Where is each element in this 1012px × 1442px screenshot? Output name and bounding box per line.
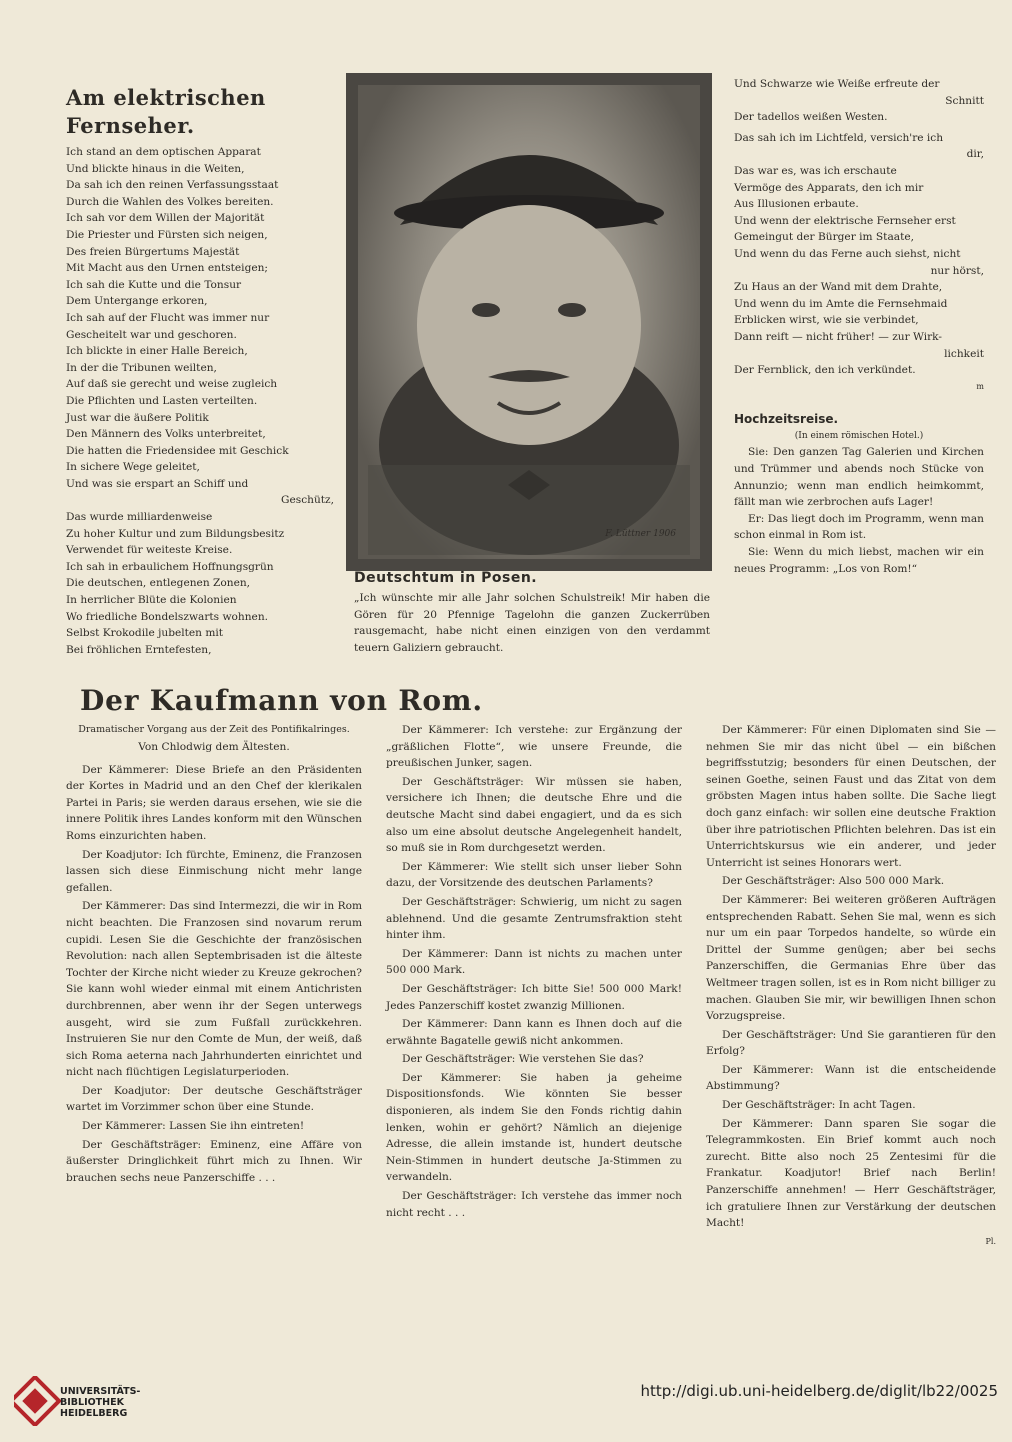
poem-line: Durch die Wahlen des Volkes bereiten. [66,195,274,208]
poem-right-line: Schnitt [945,94,984,107]
article-col2-paragraphs [386,722,682,1221]
article-paragraph: Der Geschäftsträger: In acht Tagen. [722,1099,916,1112]
article-paragraph: Der Geschäftsträger: Eminenz, eine Affäre von äußerster Dringlichkeit führt mich zu Ihnen. Wir brauchen sechs neue Panzerschiffe . . . [66,1138,362,1184]
article-paragraph: Der Kämmerer: Dann sparen Sie sogar die Telegrammkosten. Ein Brief kommt auch noch zurecht. Bitte also noch 25 Zentesimi für die Frankatur. Koadjutor! Brief nach Berlin! Panzerschiffe annehmen! — Herr Geschäftsträger, ich gratuliere Ihnen zur Verstärkung der deutschen Macht! [706,1117,996,1230]
portrait-illustration [346,73,712,571]
poem-right-line: Dann reift — nicht früher! — zur Wirk- [734,330,942,343]
library-name-line: UNIVERSITÄTS- [60,1386,141,1397]
article-col3-paragraphs [706,722,996,1232]
article-column-3 [706,722,996,1250]
poem-right-line: Und Schwarze wie Weiße erfreute der [734,78,940,90]
wedding-paragraph: Sie: Wenn du mich liebst, machen wir ein neues Programm: „Los von Rom!“ [734,546,984,575]
poem-lines-2 [66,509,334,658]
poem-line: Ich blickte in einer Halle Bereich, [66,345,248,358]
poem-line-continuation: Geschütz, [281,494,334,507]
article-subtitle: Dramatischer Vorgang aus der Zeit des Pontifikalringes. [78,724,350,735]
poem-line: In der die Tribunen weilten, [66,361,217,374]
article-paragraph: Der Kämmerer: Wie stellt sich unser lieber Sohn dazu, der Vorsitzende des deutschen Parlaments? [386,860,682,890]
poem-line: Gescheitelt war und geschoren. [66,328,237,341]
caption-text: „Ich wünschte mir alle Jahr solchen Schulstreik! Mir haben die Gören für 20 Pfennige Tagelohn die ganzen Zuckerrüben rausgemacht, habe nicht einen einzigen von den verdammt teuern Galiziern gebraucht. [354,592,710,654]
poem-lines [66,144,334,492]
poem-right-line: Das sah ich im Lichtfeld, versich're ich [734,131,944,144]
poem-line: Die hatten die Friedensidee mit Geschick [66,444,289,457]
article-paragraph: Der Kämmerer: Dann kann es Ihnen doch auf die erwähnte Bagatelle gewiß nicht ankommen. [386,1018,682,1047]
poem-line: Und was sie erspart an Schiff und [66,477,249,490]
poem-right-line: Vermöge des Apparats, den ich mir [734,181,924,194]
article-author: Von Chlodwig dem Ältesten. [138,741,290,753]
poem-line: Das wurde milliardenweise [66,511,213,524]
poem-right-line: dir, [966,148,984,161]
portrait-image [358,85,700,559]
poem-right-line: Aus Illusionen erbaute. [734,198,859,211]
poem-line: Wo friedliche Bondelszwarts wohnen. [66,610,269,623]
poem-title: Am elektrischen Fernseher. [66,85,266,138]
poem-right-line: Und wenn der elektrische Fernseher erst [734,214,956,227]
poem-line: Da sah ich den reinen Verfassungsstaat [66,179,279,192]
article-paragraph: Der Kämmerer: Lassen Sie ihn eintreten! [82,1120,305,1133]
article-paragraph: Der Geschäftsträger: Ich bitte Sie! 500 000 Mark! Jedes Panzerschiff kostet zwanzig Millionen. [386,982,682,1012]
caption-title: Deutschtum in Posen. [354,570,538,586]
library-name-line: BIBLIOTHEK [60,1397,124,1408]
poem-line: Bei fröhlichen Erntefesten, [66,643,212,656]
source-url-link[interactable]: http://digi.ub.uni-heidelberg.de/diglit/lb22/0025 [640,1382,998,1400]
poem-line: Selbst Krokodile jubelten mit [66,627,224,640]
library-name-line: HEIDELBERG [60,1408,128,1419]
poem-line: Just war die äußere Politik [66,411,209,424]
article-paragraph: Der Koadjutor: Ich fürchte, Eminenz, die Franzosen lassen sich diese Einmischung nicht mehr lange gefallen. [66,848,362,894]
poem-line: Ich sah vor dem Willen der Majorität [66,212,265,225]
article-paragraph: Der Kämmerer: Bei weiteren größeren Aufträgen entsprechenden Rabatt. Sehen Sie mal, wenn es sich nur um ein paar Torpedos handelte, so würde ein Drittel der Summe genügen; aber bei sechs Panzerschiffen, die Germanias Ehre über das Weltmeer tragen sollen, ist es in Rom nicht billiger zu machen. Glauben Sie mir, wir bewilligen Ihnen schon Vorzugspreise. [706,893,996,1023]
poem-line: Dem Untergange erkoren, [66,295,208,308]
article-paragraph: Der Kämmerer: Für einen Diplomaten sind Sie — nehmen Sie mir das nicht übel — ein bißchen begriffsstutzig; besonders für einen Deutschen, der seinen Goethe, seinen Faust und das Zitat von dem gröbsten Magen intus haben sollte. Die Sache liegt doch ganz einfach: wir sollen eine deutsche Fraktion über ihre patriotischen Pflichten belehren. Das ist ein Unterrichtskursus wie ein anderer, und jeder Unterricht ist seines Honorars wert. [706,724,996,869]
article-paragraph: Der Kämmerer: Das sind Intermezzi, die wir in Rom nicht beachten. Die Franzosen sind novarum rerum cupidi. Lesen Sie die Geschichte der französischen Revolution: nach allen Septembrisaden ist die älteste Tochter der Kirche nicht wieder zu Kreuze gekrochen? Sie kann wohl wieder einmal mit einem Antichristen durchbrennen, aber wenn ihr der Segen unterwegs ausgeht, wird sie zum Fußfall zurückkehren. Instruieren Sie nur den Comte de Mun, der weiß, daß sich Roma aeterna nach Jahrhunderten einrichtet und nicht nach flüchtigen Legislaturperioden. [66,900,362,1079]
article-paragraph: Der Kämmerer: Dann ist nichts zu machen unter 500 000 Mark. [386,947,682,977]
poem-line: Die Priester und Fürsten sich neigen, [66,228,268,241]
poem-line: Den Männern des Volks unterbreitet, [66,428,266,441]
article-paragraph: Der Kämmerer: Ich verstehe: zur Ergänzung der „gräßlichen Flotte“, wie unsere Freunde, die preußischen Junker, sagen. [386,724,682,770]
poem-line: Zu hoher Kultur und zum Bildungsbesitz [66,527,285,540]
poem-line: In herrlicher Blüte die Kolonien [66,594,237,607]
wedding-trip-section [734,411,984,577]
poem-line: Auf daß sie gerecht und weise zugleich [66,378,278,391]
poem-line: Ich sah auf der Flucht was immer nur [66,311,270,324]
poem-line: Mit Macht aus den Urnen entsteigen; [66,262,269,275]
article-paragraph: Der Kämmerer: Wann ist die entscheidende Abstimmung? [706,1063,996,1093]
article-paragraph: Der Kämmerer: Diese Briefe an den Präsidenten der Kortes in Madrid und an den Chef der klerikalen Partei in Paris; sie werden daraus ersehen, wie sie die innere Politik ihres Landes konform mit den Wünschen Roms einzurichten haben. [66,763,362,842]
poem-column [66,84,334,658]
article-paragraph: Der Geschäftsträger: Wir müssen sie haben, versichere ich Ihnen; die deutsche Ehre und die deutsche Macht sind dabei engagiert, und da es sich also um eine absolut deutsche Angelegenheit handelt, so muß sie in Rom durchgesetzt werden. [386,775,682,855]
poem-signature: m [976,381,984,391]
poem-right-line: Und wenn du das Ferne auch siehst, nicht [734,247,961,260]
article-paragraph: Der Geschäftsträger: Ich verstehe das immer noch nicht recht . . . [386,1190,682,1219]
poem-right-line: Zu Haus an der Wand mit dem Drahte, [734,281,943,294]
poem-line: Verwendet für weiteste Kreise. [66,544,233,557]
wedding-title: Hochzeitsreise. [734,412,839,427]
article-paragraph: Der Koadjutor: Der deutsche Geschäftsträger wartet im Vorzimmer schon über eine Stunde. [66,1084,362,1114]
library-name [60,1386,140,1419]
poem-right-line: Der Fernblick, den ich verkündet. [734,364,916,377]
article-signature: Pl. [985,1236,996,1246]
article-column-1 [66,722,362,1188]
poem-line: Und blickte hinaus in die Weiten, [66,162,245,175]
wedding-paragraph: Er: Das liegt doch im Programm, wenn man schon einmal in Rom ist. [734,512,984,542]
poem-right-line: Das war es, was ich erschaute [734,164,897,177]
article-column-2 [386,722,682,1223]
wedding-subtitle: (In einem römischen Hotel.) [794,430,924,441]
article-paragraph: Der Geschäftsträger: Schwierig, um nicht zu sagen ablehnend. Und die gesamte Zentrumsfraktion steht hinter ihm. [386,895,682,942]
poem-right-line: Und wenn du im Amte die Fernsehmaid [734,297,948,310]
article-paragraph: Der Kämmerer: Sie haben ja geheime Dispositionsfonds. Wie könnten Sie besser disponieren, als indem Sie den Fonds richtig dahin lenken, wohin er gehört? Nämlich an diejenige Adresse, die allein imstande ist, hundert deutsche Nein-Stimmen in hundert deutsche Ja-Stimmen zu verwandeln. [386,1071,682,1184]
article-paragraph: Der Geschäftsträger: Wie verstehen Sie das? [402,1053,644,1066]
poem-right-line: Der tadellos weißen Westen. [734,111,888,124]
poem-right-line: lichkeit [944,347,984,360]
poem-line: In sichere Wege geleitet, [66,461,200,474]
poem-right-column [734,76,984,577]
poem-line: Die Pflichten und Lasten verteilten. [66,394,258,407]
poem-line: Des freien Bürgertums Majestät [66,245,240,258]
poem-line: Die deutschen, entlegenen Zonen, [66,577,251,590]
poem-line: Ich stand an dem optischen Apparat [66,146,261,158]
poem-right-line: nur hörst, [930,264,984,277]
article-col1-paragraphs [66,762,362,1187]
wedding-paragraph: Sie: Den ganzen Tag Galerien und Kirchen und Trümmer und abends noch Stücke von Annunzio; wenn man endlich heimkommt, fällt man wie zerbrochen aufs Lager! [734,446,984,509]
poem-right-line: Gemeingut der Bürger im Staate, [734,231,914,244]
poem-right-line: Erblicken wirst, wie sie verbindet, [734,314,919,327]
artist-signature: F. Lüttner 1906 [605,529,676,539]
portrait-drawing [358,85,700,559]
article-paragraph: Der Geschäftsträger: Also 500 000 Mark. [722,875,945,888]
library-logo-icon [14,1376,64,1426]
poem-line: Ich sah in erbaulichem Hoffnungsgrün [66,560,274,573]
article-title: Der Kaufmann von Rom. [80,684,483,717]
article-paragraph: Der Geschäftsträger: Und Sie garantieren für den Erfolg? [706,1028,996,1058]
poem-line: Ich sah die Kutte und die Tonsur [66,278,242,291]
